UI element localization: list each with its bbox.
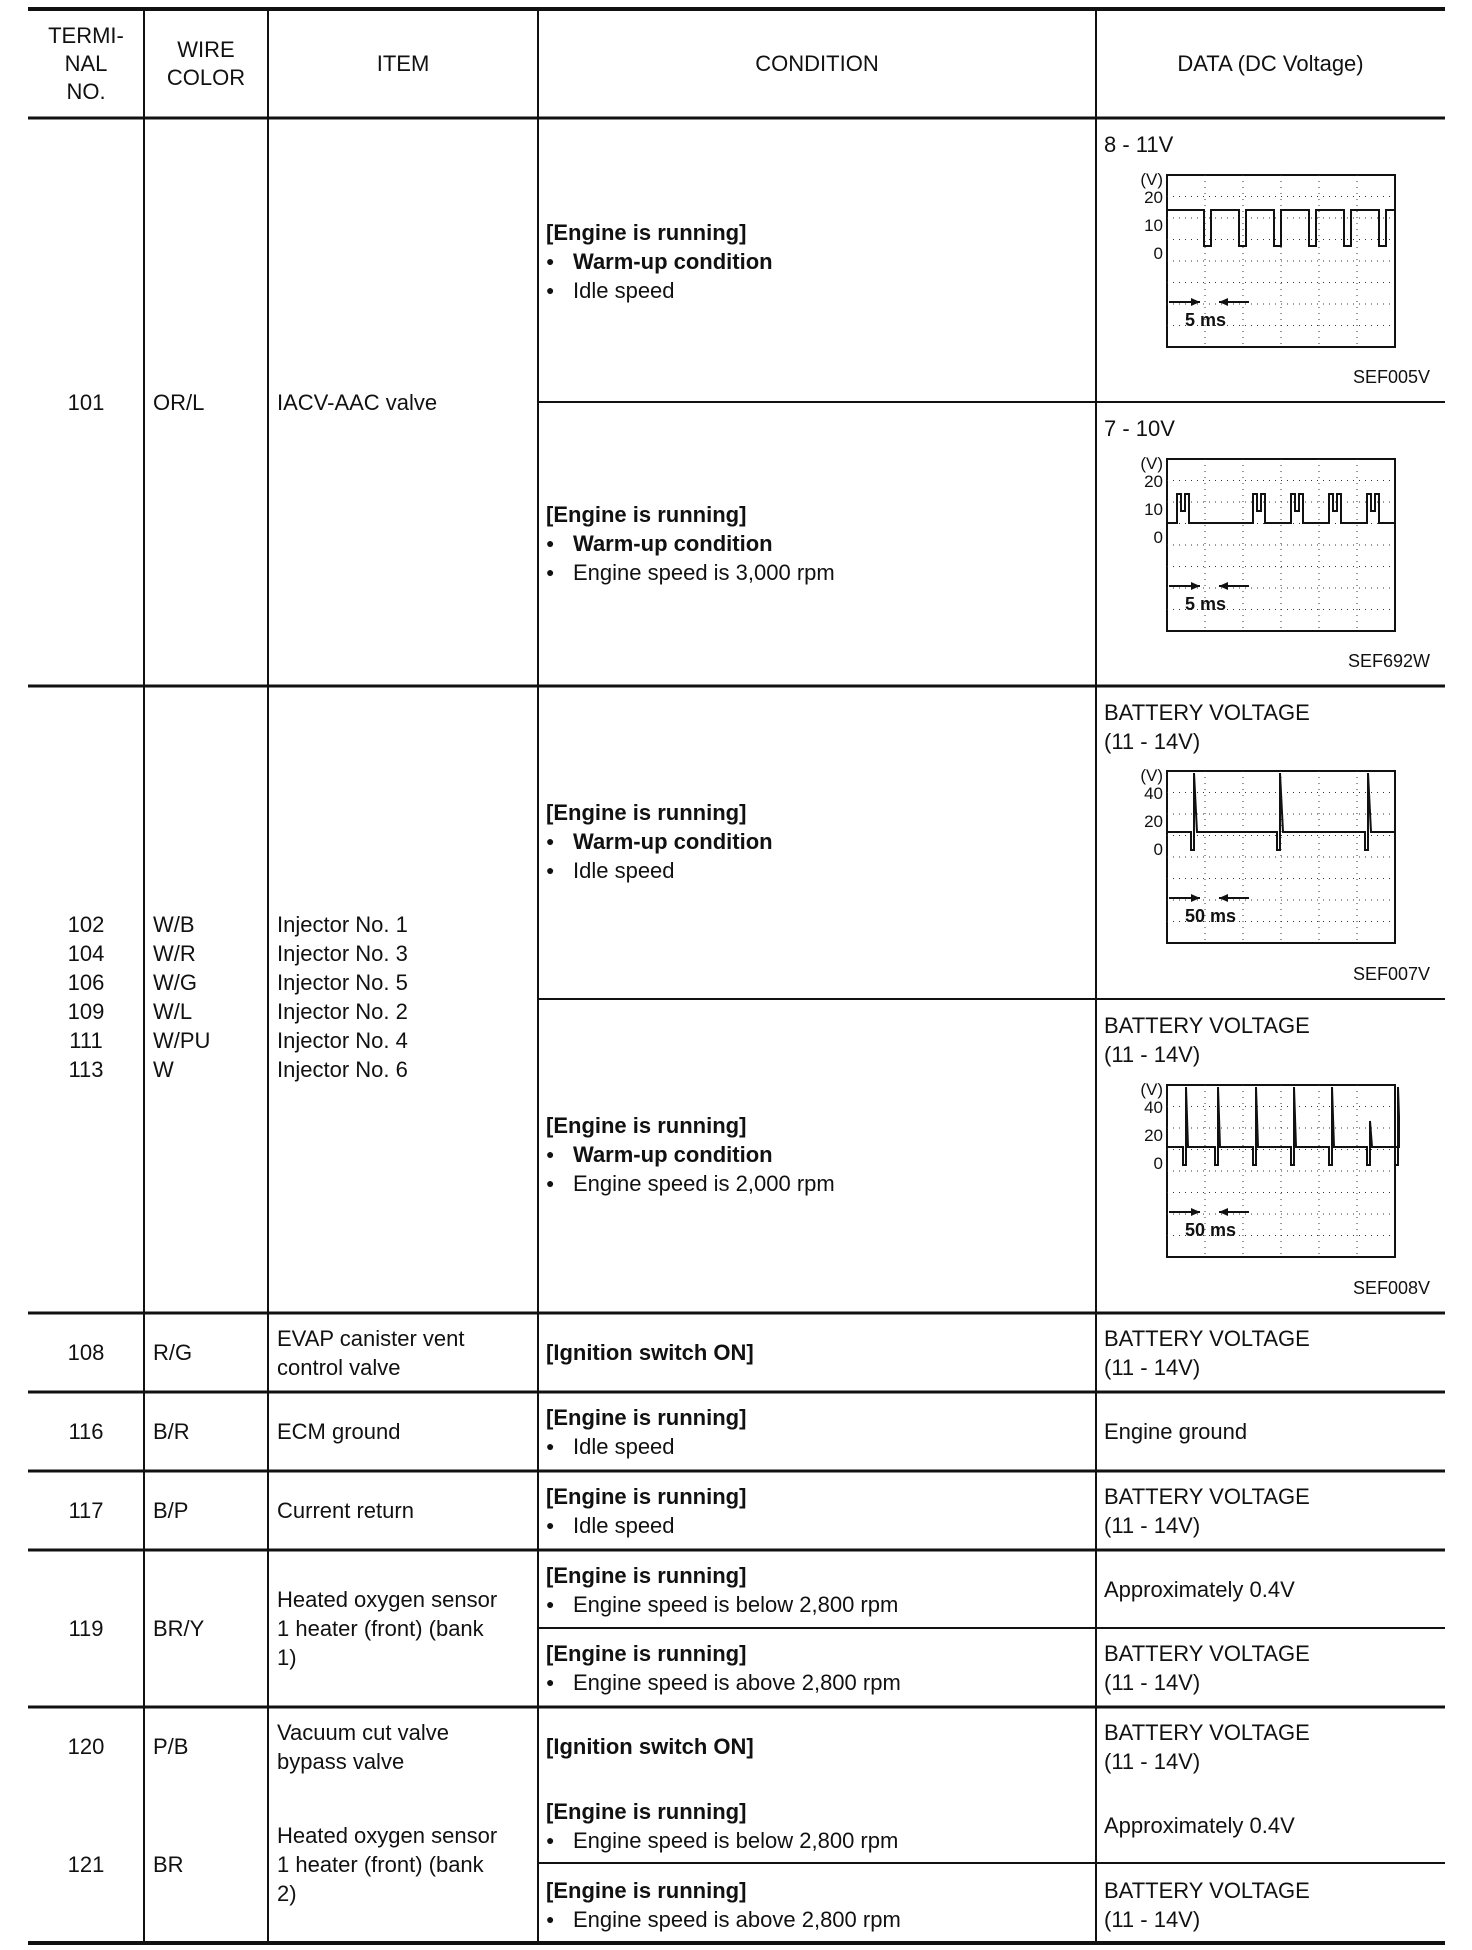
condition-bullet: ● Engine speed is above 2,800 rpm [546,1668,901,1697]
terminal-no-list: 102 104 106 109 111 113 [67,912,105,1082]
scope-tick-label: 0 [1153,528,1163,547]
condition-bullet: ● Warm-up condition [546,1140,835,1169]
terminal-no: 108 [67,1340,105,1365]
condition-heading: [Engine is running] [546,1484,747,1509]
condition-cell [546,1111,835,1198]
data-value: Approximately 0.4V [1104,1577,1295,1602]
condition-bullet: ● Idle speed [546,276,773,305]
condition-bullet: ● Warm-up condition [546,827,773,856]
condition-heading: [Engine is running] [546,220,747,245]
scope-tick-label: 40 [1144,1098,1163,1117]
condition-bullet: ● Engine speed is above 2,800 rpm [546,1905,901,1934]
wire-color: BR [153,1852,184,1877]
oscilloscope-plot [1130,452,1400,637]
figure-code: SEF008V [1352,1278,1430,1298]
condition-bullet: ● Warm-up condition [546,529,835,558]
wire-color-list: W/B W/R W/G W/L W/PU W [153,912,211,1082]
scope-unit-label: (V) [1140,766,1163,785]
terminal-no: 101 [67,390,105,415]
header-terminal: TERMI- NAL NO. [48,23,124,104]
data-value: BATTERY VOLTAGE (11 - 14V) [1104,1720,1310,1774]
item-name: ECM ground [277,1419,401,1444]
figure-code: SEF007V [1352,964,1430,984]
time-scale-label: 50 ms [1185,906,1237,926]
condition-heading: [Engine is running] [546,502,747,527]
item-name: Heated oxygen sensor 1 heater (front) (bank 1) [277,1587,498,1670]
condition-bullet: ● Engine speed is 3,000 rpm [546,558,835,587]
condition-cell [546,1797,898,1855]
scope-unit-label: (V) [1140,454,1163,473]
condition-bullet: ● Engine speed is below 2,800 rpm [546,1590,898,1619]
item-name: IACV-AAC valve [277,390,438,415]
condition-heading: [Ignition switch ON] [546,1734,754,1759]
wire-color: B/R [153,1419,190,1444]
terminal-no: 116 [68,1419,104,1444]
terminal-no: 119 [68,1616,104,1641]
item-name: Heated oxygen sensor 1 heater (front) (bank 2) [277,1823,498,1906]
header-item: ITEM [376,51,430,76]
wire-color: R/G [153,1340,193,1365]
condition-heading: [Engine is running] [546,1113,747,1138]
condition-heading: [Engine is running] [546,1641,747,1666]
figure-code: SEF692W [1347,651,1430,671]
scope-tick-label: 20 [1144,188,1163,207]
condition-heading: [Ignition switch ON] [546,1340,754,1365]
scope-tick-label: 0 [1153,1154,1163,1173]
scope-svg [1130,764,1400,949]
condition-bullet: ● Idle speed [546,1432,746,1461]
data-value: 8 - 11V [1104,132,1174,157]
data-value: BATTERY VOLTAGE (11 - 14V) [1104,1013,1310,1067]
item-name: EVAP canister vent control valve [277,1326,465,1380]
wire-color: OR/L [153,390,205,415]
condition-heading: [Engine is running] [546,800,747,825]
oscilloscope-plot [1130,764,1400,949]
time-scale-label: 5 ms [1185,594,1227,614]
scope-tick-label: 10 [1144,216,1163,235]
condition-cell [546,500,835,587]
condition-bullet: ● Idle speed [546,856,773,885]
data-value: BATTERY VOLTAGE (11 - 14V) [1104,1326,1310,1380]
terminal-no: 120 [67,1734,105,1759]
data-value: BATTERY VOLTAGE (11 - 14V) [1104,1641,1310,1695]
condition-cell [546,218,773,305]
terminal-no: 117 [68,1498,104,1523]
time-scale-label: 5 ms [1185,310,1227,330]
item-name-list: Injector No. 1 Injector No. 3 Injector No. 5 Injector No. 2 Injector No. 4 Injector No. 6 [277,912,408,1082]
wire-color: BR/Y [153,1616,205,1641]
scope-svg [1130,1078,1400,1263]
scope-unit-label: (V) [1140,170,1163,189]
scope-tick-label: 20 [1144,812,1163,831]
terminal-no: 121 [67,1852,105,1877]
header-data: DATA (DC Voltage) [1177,51,1364,76]
scope-tick-label: 20 [1144,1126,1163,1145]
data-value: Approximately 0.4V [1104,1813,1295,1838]
scope-tick-label: 40 [1144,784,1163,803]
header-condition: CONDITION [755,51,879,76]
condition-bullet: ● Engine speed is below 2,800 rpm [546,1826,898,1855]
data-value: BATTERY VOLTAGE (11 - 14V) [1104,1484,1310,1538]
time-scale-label: 50 ms [1185,1220,1237,1240]
condition-heading: [Engine is running] [546,1799,747,1824]
wire-color: B/P [153,1498,189,1523]
condition-cell [546,1403,746,1461]
scope-svg [1130,168,1400,353]
scope-tick-label: 0 [1153,840,1163,859]
condition-cell [546,1639,901,1697]
item-name: Current return [277,1498,414,1523]
condition-cell [546,798,773,885]
data-value: Engine ground [1104,1419,1248,1444]
condition-cell [546,1482,746,1540]
scope-tick-label: 0 [1153,244,1163,263]
data-value: 7 - 10V [1104,416,1175,441]
item-name: Vacuum cut valve bypass valve [277,1720,450,1774]
condition-heading: [Engine is running] [546,1878,747,1903]
condition-heading: [Engine is running] [546,1405,747,1430]
condition-bullet: ● Idle speed [546,1511,746,1540]
scope-unit-label: (V) [1140,1080,1163,1099]
data-value: BATTERY VOLTAGE (11 - 14V) [1104,1878,1310,1932]
scope-svg [1130,452,1400,637]
figure-code: SEF005V [1352,367,1430,387]
scope-tick-label: 20 [1144,472,1163,491]
condition-heading: [Engine is running] [546,1563,747,1588]
condition-cell [546,1876,901,1934]
wire-color: P/B [153,1734,189,1759]
condition-bullet: ● Warm-up condition [546,247,773,276]
oscilloscope-plot [1130,168,1400,353]
data-value: BATTERY VOLTAGE (11 - 14V) [1104,700,1310,754]
condition-bullet: ● Engine speed is 2,000 rpm [546,1169,835,1198]
scope-tick-label: 10 [1144,500,1163,519]
header-wire-color: WIRE COLOR [166,37,246,90]
condition-cell [546,1561,898,1619]
oscilloscope-plot [1130,1078,1400,1263]
